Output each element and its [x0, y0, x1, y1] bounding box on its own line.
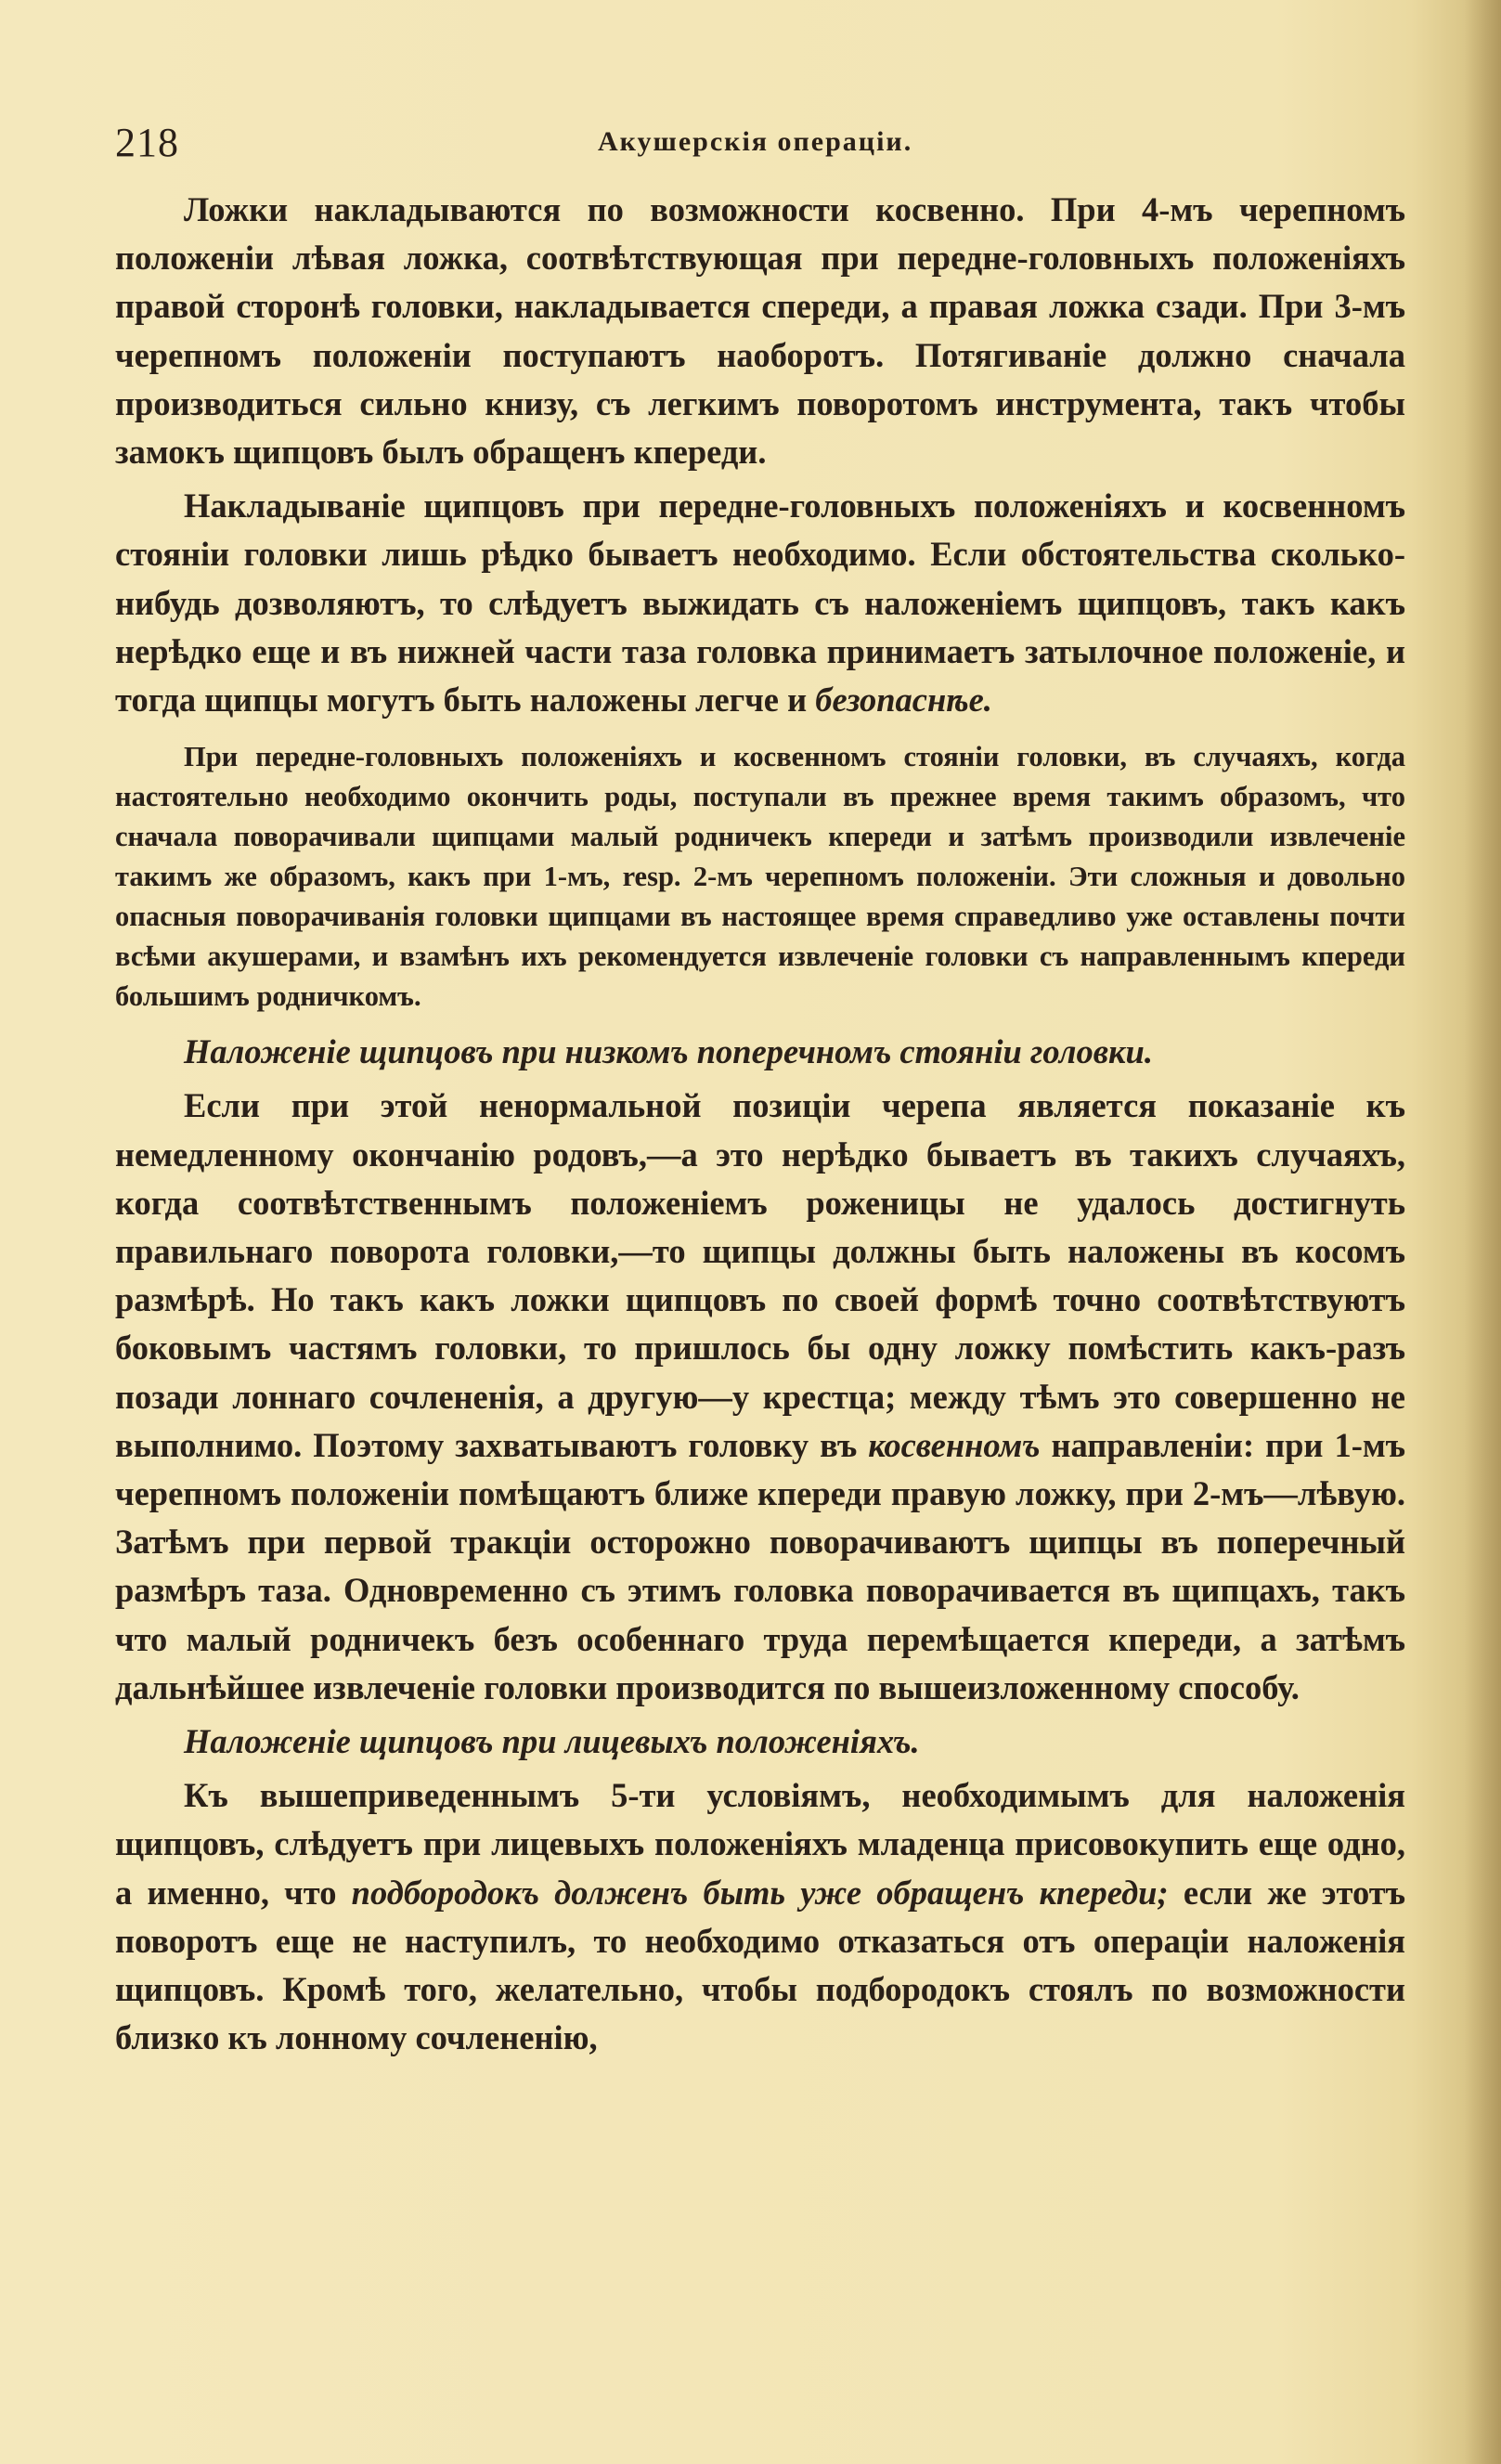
paragraph-5-text-end: если же этотъ поворотъ еще не наступилъ, то необходимо отказаться отъ операціи наложенія щипцовъ. Кромѣ того, желательно, чтобы подбородокъ стоялъ по возможности близко къ лонному сочлененію,	[115, 1873, 1405, 2057]
page-body	[115, 186, 1405, 2068]
section-heading-transverse: Наложеніе щипцовъ при низкомъ поперечномъ стояніи головки.	[184, 1032, 1153, 1071]
paragraph-2-emphasis: безопаснѣе.	[815, 681, 992, 720]
paragraph-5-text-start: Къ вышеприведеннымъ 5-ти условіямъ, необходимымъ для наложенія щипцовъ, слѣдуетъ при лицевыхъ положеніяхъ младенца присовокупить еще одно, а именно, что	[115, 1776, 1405, 1912]
paragraph-2	[115, 482, 1405, 724]
page-edge-shadow	[1464, 0, 1501, 2464]
running-title: Акушерскія операціи.	[598, 126, 913, 157]
paragraph-5	[115, 1771, 1405, 2062]
paragraph-4-text-start: Если при этой ненормальной позиціи черепа является показаніе къ немедленному окончанію родовъ,—а это нерѣдко бываетъ въ такихъ случаяхъ, когда соотвѣтственнымъ положеніемъ роженицы не удалось достигнуть правильнаго поворота головки,—то щипцы должны быть наложены въ косомъ размѣрѣ. Но такъ какъ ложки щипцовъ по своей формѣ точно соотвѣтствуютъ боковымъ частямъ головки, то пришлось бы одну ложку помѣстить какъ-разъ позади лоннаго сочлененія, а другую—у крестца; между тѣмъ это совершенно не выполнимо. Поэтому захватываютъ головку въ	[115, 1086, 1405, 1464]
paragraph-5-emphasis: подбородокъ долженъ быть уже обращенъ кпереди;	[351, 1873, 1169, 1912]
small-print-note: При передне-головныхъ положеніяхъ и косвенномъ стояніи головки, въ случаяхъ, когда настоятельно необходимо окончить роды, поступали въ прежнее время такимъ образомъ, что сначала поворачивали щипцами малый родничекъ кпереди и затѣмъ производили извлеченіе такимъ же образомъ, какъ при 1-мъ, resp. 2-мъ черепномъ положеніи. Эти сложныя и довольно опасныя поворачиванія головки щипцами въ настоящее время справедливо уже оставлены почти всѣми акушерами, и взамѣнъ ихъ рекомендуется извлеченіе головки съ направленнымъ кпереди большимъ родничкомъ.	[115, 741, 1405, 1013]
paragraph-4	[115, 1082, 1405, 1712]
paragraph-4-emphasis: косвенномъ	[868, 1425, 1041, 1464]
paragraph-2-text: Накладываніе щипцовъ при передне-головныхъ положеніяхъ и косвенномъ стояніи головки лишь рѣдко бываетъ необходимо. Если обстоятельства сколько-нибудь дозволяютъ, то слѣдуетъ выжидать съ наложеніемъ щипцовъ, такъ какъ нерѣдко еще и въ нижней части таза головка принимаетъ затылочное положеніе, и тогда щипцы могутъ быть наложены легче и	[115, 486, 1405, 720]
paragraph-4-text-end: направленіи: при 1-мъ черепномъ положеніи помѣщаютъ ближе кпереди правую ложку, при 2-мъ—лѣвую. Затѣмъ при первой тракціи осторожно поворачиваютъ щипцы въ поперечный размѣръ таза. Одновременно съ этимъ головка поворачивается въ щипцахъ, такъ что малый родничекъ безъ особеннаго труда перемѣщается кпереди, а затѣмъ дальнѣйшее извлеченіе головки производится по вышеизложенному способу.	[115, 1425, 1405, 1706]
paragraph-1: Ложки накладываются по возможности косвенно. При 4-мъ черепномъ положеніи лѣвая ложка, соотвѣтствующая при передне-головныхъ положеніяхъ правой сторонѣ головки, накладывается спереди, а правая ложка сзади. При 3-мъ черепномъ положеніи поступаютъ наоборотъ. Потягиваніе должно сначала производиться сильно книзу, съ легкимъ поворотомъ инструмента, такъ чтобы замокъ щипцовъ былъ обращенъ кпереди.	[115, 190, 1405, 472]
page-number: 218	[115, 120, 179, 165]
section-heading-face: Наложеніе щипцовъ при лицевыхъ положеніяхъ.	[184, 1722, 920, 1761]
page-header	[115, 113, 1405, 169]
